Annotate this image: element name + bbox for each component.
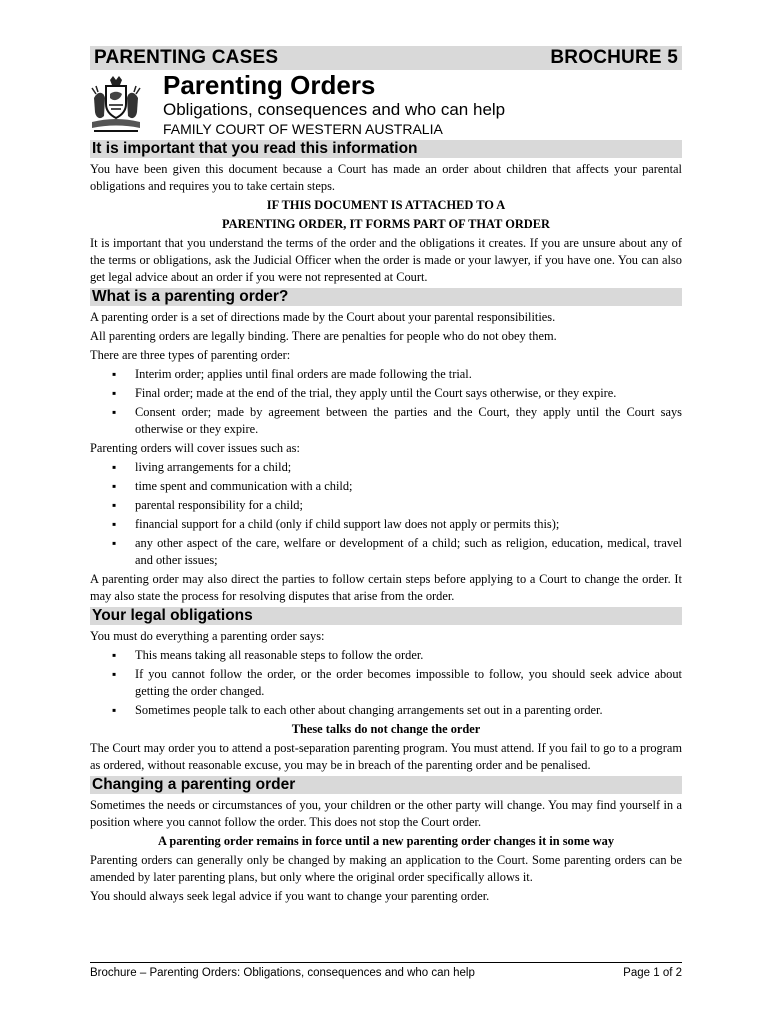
coat-of-arms-icon: [90, 76, 142, 134]
list-item: ▪ any other aspect of the care, welfare or development of a child; such as religion, education, medical, travel and other issues;: [112, 535, 682, 569]
section-heading-changing: Changing a parenting order: [90, 776, 682, 794]
list-item: ▪ financial support for a child (only if child support law does not apply or permits this);: [112, 516, 682, 533]
title-text-group: [163, 70, 505, 138]
series-label: PARENTING CASES: [94, 47, 279, 68]
paragraph: All parenting orders are legally binding. There are penalties for people who do not obey them.: [90, 329, 557, 343]
emphasis-note: These talks do not change the order: [291, 722, 481, 736]
obligations-list: [90, 647, 682, 719]
paragraph: Parenting orders can generally only be changed by making an application to the Court. Some parenting orders can be amended by later parenting plans, but only where the original order specifically allows it.: [90, 853, 682, 884]
paragraph: You must do everything a parenting order says:: [90, 629, 325, 643]
page-number: Page 1 of 2: [623, 967, 682, 979]
page-content: [90, 46, 682, 907]
page-subtitle: Obligations, consequences and who can help: [163, 100, 506, 119]
emphasis-note: A parenting order remains in force until a new parenting order changes it in some way: [157, 834, 615, 848]
section-heading-important: It is important that you read this information: [90, 140, 682, 158]
paragraph: It is important that you understand the terms of the order and the obligations it creates. If you are unsure about any of the terms or obligations, ask the Judicial Officer when the order is made or your lawyer, if you have one. You can also get legal advice about an order if you were not represented at Court.: [90, 236, 682, 284]
paragraph: Parenting orders will cover issues such as:: [90, 441, 300, 455]
section-heading-what-is: What is a parenting order?: [90, 288, 682, 306]
top-banner: [90, 46, 682, 70]
paragraph: You should always seek legal advice if you want to change your parenting order.: [90, 889, 490, 903]
notice-line: IF THIS DOCUMENT IS ATTACHED TO A: [266, 198, 506, 212]
list-item: ▪ This means taking all reasonable steps to follow the order.: [112, 647, 682, 664]
issues-list: [90, 459, 682, 569]
page-footer: [90, 962, 682, 981]
paragraph: A parenting order may also direct the parties to follow certain steps before applying to a Court to change the order. It may also state the process for resolving disputes that arise from the order.: [90, 572, 682, 603]
court-name: FAMILY COURT OF WESTERN AUSTRALIA: [163, 121, 443, 137]
paragraph: There are three types of parenting order:: [90, 348, 291, 362]
list-item: ▪ Consent order; made by agreement between the parties and the Court, they apply until the Court says otherwise or they expire.: [112, 404, 682, 438]
list-item: ▪ If you cannot follow the order, or the order becomes impossible to follow, you should seek advice about getting the order changed.: [112, 666, 682, 700]
order-types-list: [90, 366, 682, 438]
footer-title: Brochure – Parenting Orders: Obligations, consequences and who can help: [90, 967, 475, 979]
list-item: ▪ time spent and communication with a child;: [112, 478, 682, 495]
paragraph: Sometimes the needs or circumstances of you, your children or the other party will change. You may find yourself in a position where you cannot follow the order. This does not stop the Court order.: [90, 798, 682, 829]
title-block: [90, 70, 682, 140]
list-item: ▪ Sometimes people talk to each other about changing arrangements set out in a parenting order.: [112, 702, 682, 719]
list-item: ▪ living arrangements for a child;: [112, 459, 682, 476]
section-heading-obligations: Your legal obligations: [90, 607, 682, 625]
page-title: Parenting Orders: [163, 70, 376, 100]
paragraph: A parenting order is a set of directions made by the Court about your parental responsibilities.: [90, 310, 556, 324]
brochure-number: BROCHURE 5: [550, 47, 678, 68]
paragraph: The Court may order you to attend a post-separation parenting program. You must attend. If you fail to go to a program as ordered, without reasonable excuse, you may be in breach of the parenting order and be penalised.: [90, 741, 682, 772]
list-item: ▪ Interim order; applies until final orders are made following the trial.: [112, 366, 682, 383]
notice-line: PARENTING ORDER, IT FORMS PART OF THAT ORDER: [222, 217, 550, 231]
list-item: ▪ Final order; made at the end of the trial, they apply until the Court says otherwise, or they expire.: [112, 385, 682, 402]
list-item: ▪ parental responsibility for a child;: [112, 497, 682, 514]
paragraph: You have been given this document because a Court has made an order about children that affects your parental obligations and requires you to take certain steps.: [90, 162, 682, 193]
